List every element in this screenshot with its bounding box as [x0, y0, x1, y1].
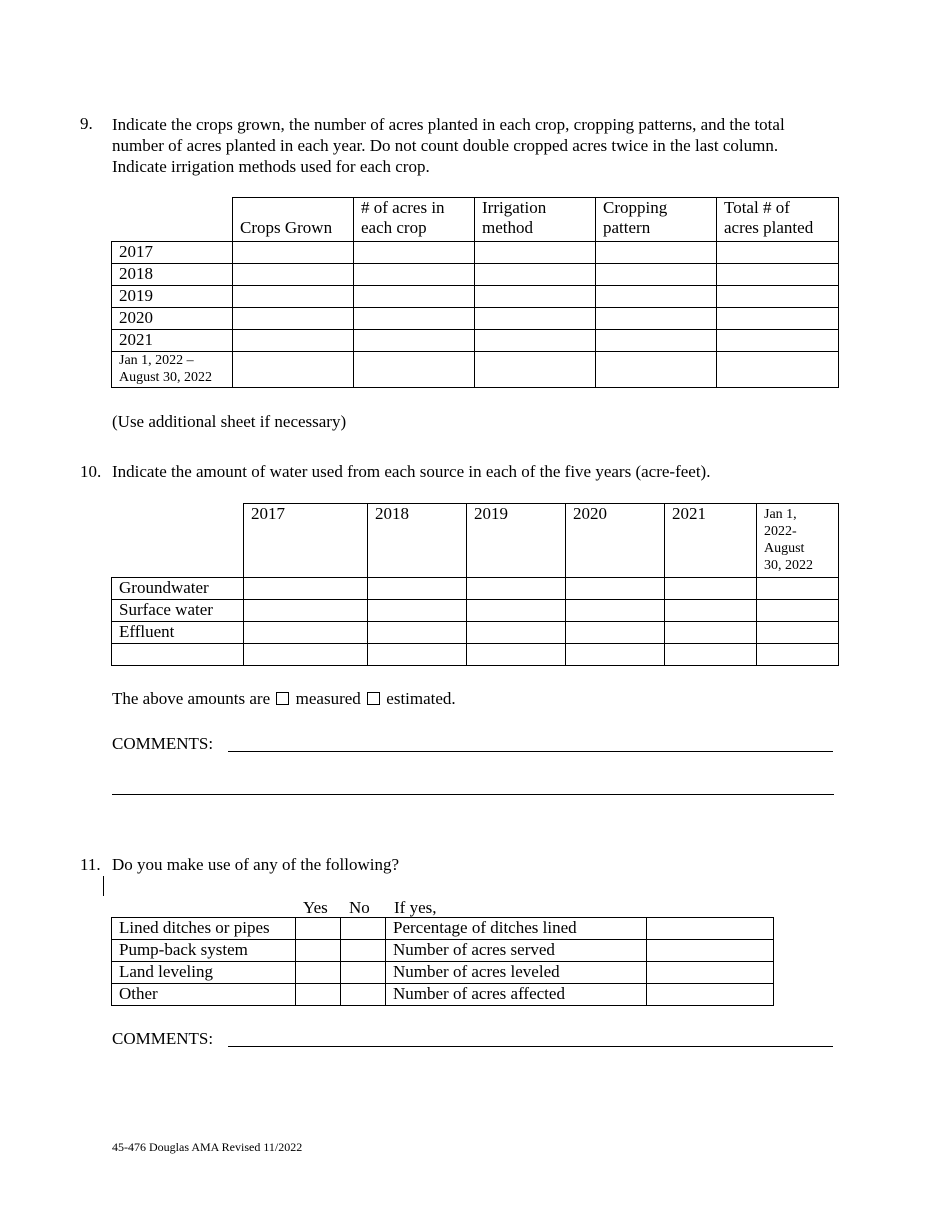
table-row [112, 962, 774, 984]
q10-amount-cell[interactable] [244, 578, 368, 600]
q9-total-cell[interactable] [717, 352, 839, 388]
q9-year-label: 2020 [112, 308, 233, 330]
q11-yes-cell[interactable] [296, 962, 341, 984]
q9-total-cell[interactable] [717, 286, 839, 308]
table-row [112, 600, 839, 622]
q9-text: Indicate the crops grown, the number of acres planted in each crop, cropping patterns, and the total number of acres planted in each year. Do not count double cropped acres twice in the last column. Indicate irrigation methods used for each crop. [112, 115, 785, 176]
q10-amount-cell[interactable] [244, 622, 368, 644]
q10-year-header: 2020 [566, 504, 665, 578]
table-row [112, 286, 839, 308]
q10-amounts-prefix: The above amounts are [112, 689, 271, 708]
measured-checkbox[interactable] [276, 692, 289, 705]
table-row [112, 578, 839, 600]
q11-yes-cell[interactable] [296, 918, 341, 940]
q9-irrigation-cell[interactable] [475, 242, 596, 264]
q9-note: (Use additional sheet if necessary) [112, 412, 347, 431]
q11-value-cell[interactable] [647, 918, 774, 940]
q10-amount-cell[interactable] [757, 644, 839, 666]
q11-value-cell[interactable] [647, 984, 774, 1006]
q11-item-label: Land leveling [112, 962, 296, 984]
q9-year-label: 2017 [112, 242, 233, 264]
q10-comments-line-1[interactable] [228, 751, 833, 752]
q10-amount-cell[interactable] [467, 622, 566, 644]
q9-crops-cell[interactable] [233, 330, 354, 352]
q9-year-label: 2021 [112, 330, 233, 352]
q9-year-label: 2019 [112, 286, 233, 308]
table-row [112, 940, 774, 962]
q10-amount-cell[interactable] [566, 622, 665, 644]
q9-total-cell[interactable] [717, 330, 839, 352]
q9-crops-cell[interactable] [233, 352, 354, 388]
q10-year-header: 2018 [368, 504, 467, 578]
q9-header-total: Total # of acres planted [717, 198, 839, 242]
q10-amount-cell[interactable] [566, 600, 665, 622]
table-row [112, 622, 839, 644]
q9-irrigation-cell[interactable] [475, 330, 596, 352]
q9-header-cropping: Cropping pattern [596, 198, 717, 242]
q9-corner [112, 198, 233, 242]
q10-amount-cell[interactable] [757, 622, 839, 644]
table-row [112, 242, 839, 264]
q9-year-label: 2018 [112, 264, 233, 286]
q10-amount-cell[interactable] [566, 644, 665, 666]
q10-amount-cell[interactable] [467, 644, 566, 666]
q9-acres-cell[interactable] [354, 264, 475, 286]
table-row [112, 308, 839, 330]
table-row [112, 918, 774, 940]
q10-text: Indicate the amount of water used from each source in each of the five years (acre-feet). [112, 462, 711, 481]
q11-item-label: Pump-back system [112, 940, 296, 962]
q9-number: 9. [80, 114, 93, 133]
q10-amount-cell[interactable] [757, 578, 839, 600]
q9-crops-cell[interactable] [233, 286, 354, 308]
q10-corner [112, 504, 244, 578]
q9-total-cell[interactable] [717, 308, 839, 330]
q9-header-irrigation: Irrigation method [475, 198, 596, 242]
q11-value-cell[interactable] [647, 940, 774, 962]
q9-acres-cell[interactable] [354, 352, 475, 388]
q10-amount-cell[interactable] [368, 578, 467, 600]
q11-text: Do you make use of any of the following? [112, 855, 400, 874]
q9-acres-cell[interactable] [354, 242, 475, 264]
q9-pattern-cell[interactable] [596, 352, 717, 388]
q9-pattern-cell[interactable] [596, 308, 717, 330]
q9-pattern-cell[interactable] [596, 242, 717, 264]
q10-source-blank[interactable] [112, 644, 244, 666]
q10-header-row [112, 504, 839, 578]
q10-amount-cell[interactable] [665, 578, 757, 600]
q9-acres-cell[interactable] [354, 330, 475, 352]
q11-yes-cell[interactable] [296, 984, 341, 1006]
q11-detail-label: Percentage of ditches lined [386, 918, 647, 940]
q9-crops-cell[interactable] [233, 242, 354, 264]
q10-year-header: 2019 [467, 504, 566, 578]
q9-crops-cell[interactable] [233, 264, 354, 286]
q9-header-acres: # of acres in each crop [354, 198, 475, 242]
q10-comments-label: COMMENTS: [112, 734, 214, 753]
q9-total-cell[interactable] [717, 264, 839, 286]
q10-source-label: Groundwater [112, 578, 244, 600]
table-row [112, 330, 839, 352]
q10-amount-cell[interactable] [368, 644, 467, 666]
q9-irrigation-cell[interactable] [475, 264, 596, 286]
q9-crop-table [111, 197, 839, 388]
q11-number: 11. [80, 855, 101, 874]
estimated-checkbox[interactable] [367, 692, 380, 705]
q9-irrigation-cell[interactable] [475, 352, 596, 388]
text-cursor [103, 876, 104, 896]
q11-practices-table [111, 917, 774, 1006]
q10-amount-cell[interactable] [665, 644, 757, 666]
q9-total-cell[interactable] [717, 242, 839, 264]
q9-header-crops: Crops Grown [233, 198, 354, 242]
q11-comments-line[interactable] [228, 1046, 833, 1047]
q10-amount-cell[interactable] [665, 622, 757, 644]
q9-crops-cell[interactable] [233, 308, 354, 330]
q10-amount-cell[interactable] [467, 600, 566, 622]
table-row [112, 984, 774, 1006]
q9-pattern-cell[interactable] [596, 286, 717, 308]
q10-source-label: Surface water [112, 600, 244, 622]
q9-header-row [112, 198, 839, 242]
q10-source-label: Effluent [112, 622, 244, 644]
q11-comments-label: COMMENTS: [112, 1029, 214, 1048]
q9-year-label: Jan 1, 2022 – August 30, 2022 [112, 352, 233, 388]
q11-yes-cell[interactable] [296, 940, 341, 962]
q10-amount-cell[interactable] [566, 578, 665, 600]
q10-number: 10. [80, 462, 102, 481]
q9-acres-cell[interactable] [354, 308, 475, 330]
q11-value-cell[interactable] [647, 962, 774, 984]
q11-no-cell[interactable] [341, 984, 386, 1006]
q11-no-cell[interactable] [341, 918, 386, 940]
q11-detail-label: Number of acres served [386, 940, 647, 962]
q9-irrigation-cell[interactable] [475, 308, 596, 330]
q10-year-header-last: Jan 1, 2022- August 30, 2022 [757, 504, 839, 578]
table-row [112, 644, 839, 666]
q10-amount-cell[interactable] [467, 578, 566, 600]
q10-amount-cell[interactable] [244, 644, 368, 666]
q11-no-cell[interactable] [341, 962, 386, 984]
q11-detail-label: Number of acres leveled [386, 962, 647, 984]
footer-form-id: 45-476 Douglas AMA Revised 11/2022 [112, 1140, 303, 1154]
q11-detail-label: Number of acres affected [386, 984, 647, 1006]
q10-amount-cell[interactable] [244, 600, 368, 622]
q11-no-cell[interactable] [341, 940, 386, 962]
q10-amount-cell[interactable] [757, 600, 839, 622]
q10-amounts-line [112, 689, 456, 709]
q10-amount-cell[interactable] [368, 600, 467, 622]
table-row [112, 264, 839, 286]
q11-item-label: Lined ditches or pipes [112, 918, 296, 940]
q9-pattern-cell[interactable] [596, 264, 717, 286]
q11-yes-header: Yes [303, 898, 328, 917]
q11-item-label: Other [112, 984, 296, 1006]
q9-pattern-cell[interactable] [596, 330, 717, 352]
q10-amount-cell[interactable] [665, 600, 757, 622]
q11-no-header: No [349, 898, 370, 917]
table-row [112, 352, 839, 388]
q10-year-header: 2021 [665, 504, 757, 578]
q10-amount-cell[interactable] [368, 622, 467, 644]
q9-irrigation-cell[interactable] [475, 286, 596, 308]
q11-if-yes-header: If yes, [394, 898, 437, 917]
q10-year-header: 2017 [244, 504, 368, 578]
q10-comments-line-2[interactable] [112, 794, 834, 795]
estimated-label: estimated. [386, 689, 456, 708]
q9-acres-cell[interactable] [354, 286, 475, 308]
q10-water-table [111, 503, 839, 666]
measured-label: measured [295, 689, 361, 708]
